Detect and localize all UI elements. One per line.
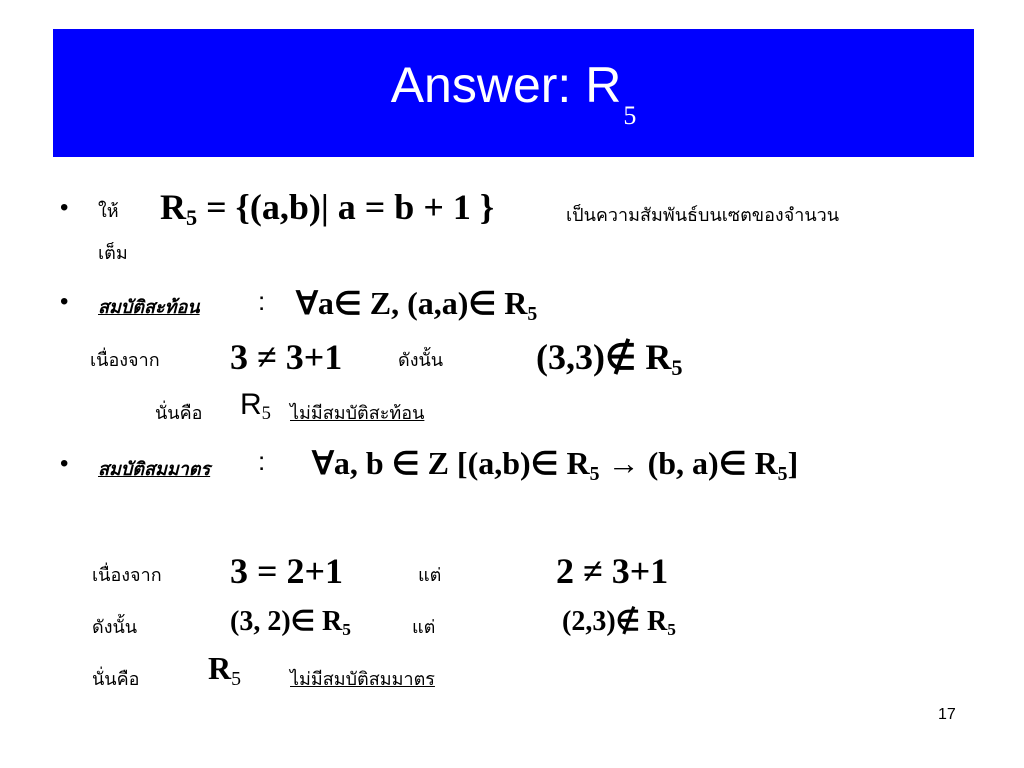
formula-sub: 5: [186, 205, 198, 231]
symmetric-formula: [312, 444, 799, 485]
symmetric-formula-c: ]: [787, 445, 799, 481]
symmetric-r5-text: R: [208, 650, 232, 686]
symmetric-formula-a: ∀a, b ∈ Z [(a,b)∈ R: [312, 445, 590, 481]
reflexive-r5-text: R: [240, 388, 262, 421]
bullet: •: [60, 450, 69, 477]
because-label: เนื่องจาก: [90, 350, 160, 371]
symmetric-but2-formula: [562, 604, 676, 638]
therefore-label: ดังนั้น: [398, 350, 444, 371]
reflexive-formula-sub: 5: [527, 302, 538, 325]
reflexive-formula: [296, 284, 538, 325]
title-bar: [53, 29, 974, 157]
reflexive-colon: :: [258, 286, 266, 316]
symmetric-conclusion: ไม่มีสมบัติสมมาตร: [290, 669, 435, 690]
thatis-label: นั่นคือ: [92, 669, 140, 690]
lead-text: ให้: [98, 201, 119, 222]
but-label: แต่: [418, 565, 442, 586]
reflexive-formula-text: ∀a∈ Z, (a,a)∈ R: [296, 285, 528, 321]
title-text: Answer: R: [390, 57, 622, 113]
symmetric-because-formula: 3 = 2+1: [230, 551, 344, 591]
symmetric-formula-a-sub: 5: [589, 462, 600, 485]
symmetric-therefore-sub: 5: [342, 619, 351, 639]
reflexive-therefore-sub: 5: [671, 355, 683, 381]
but-label: แต่: [412, 617, 436, 638]
symmetric-but-formula: 2 ≠ 3+1: [556, 551, 669, 591]
symmetric-label: สมบัติสมมาตร: [98, 459, 211, 480]
symmetric-colon: :: [258, 446, 266, 476]
bullet: •: [60, 194, 69, 221]
page-number: 17: [938, 706, 956, 723]
reflexive-r5: [240, 388, 271, 425]
symmetric-r5-sub: 5: [231, 667, 242, 690]
relation-definition: [160, 186, 495, 231]
symmetric-therefore-formula: [230, 604, 351, 638]
formula-r: R: [160, 187, 186, 227]
therefore-label: ดังนั้น: [92, 617, 138, 638]
reflexive-therefore-formula: [536, 336, 683, 381]
symmetric-r5: [208, 650, 242, 690]
thatis-label: นั่นคือ: [155, 403, 203, 424]
formula-rest: = {(a,b)| a = b + 1 }: [197, 187, 495, 227]
symmetric-therefore-text: (3, 2)∈ R: [230, 606, 343, 637]
reflexive-conclusion: ไม่มีสมบัติสะท้อน: [290, 403, 425, 424]
title-subscript: 5: [623, 101, 637, 130]
symmetric-formula-b-sub: 5: [777, 462, 788, 485]
reflexive-label: สมบัติสะท้อน: [98, 297, 200, 318]
symmetric-formula-b: → (b, a)∈ R: [599, 445, 778, 481]
slide-title: [390, 56, 637, 130]
reflexive-because-formula: 3 ≠ 3+1: [230, 337, 343, 377]
reflexive-r5-sub: 5: [261, 403, 271, 425]
definition-text: เป็นความสัมพันธ์บนเซตของจำนวน: [566, 205, 840, 226]
because-label: เนื่องจาก: [92, 565, 162, 586]
bullet: •: [60, 288, 69, 315]
reflexive-therefore-text: (3,3)∉ R: [536, 337, 672, 377]
symmetric-but2-sub: 5: [667, 619, 676, 639]
symmetric-but2-text: (2,3)∉ R: [562, 606, 668, 637]
definition-text-2: เต็ม: [98, 243, 128, 264]
